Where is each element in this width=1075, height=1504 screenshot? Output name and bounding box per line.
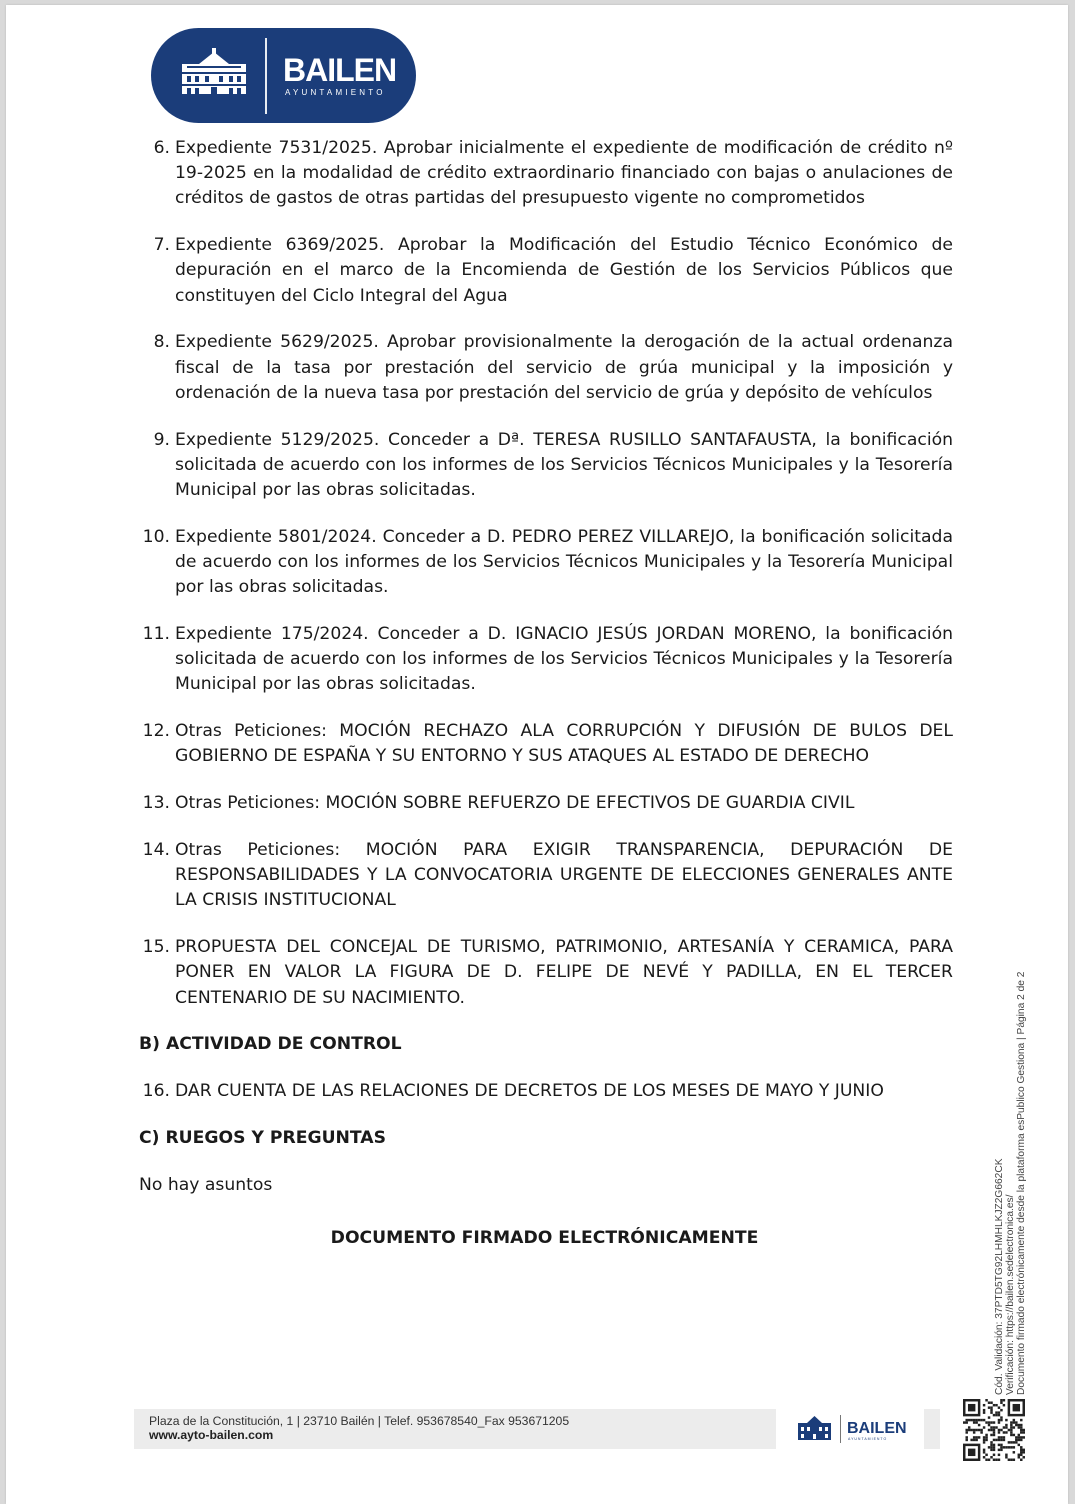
item-text: Otras Peticiones: MOCIÓN RECHAZO ALA CORRUPCIÓN Y DIFUSIÓN DE BULOS DEL GOBIERNO DE ESPAÑA Y SU ENTORNO Y SUS ATAQUES AL ESTADO DE DERECHO — [175, 721, 953, 767]
validation-code: Cód. Validación: 37PTD5TG92LHMHLKJZ2G662CK — [994, 1158, 1005, 1395]
footer-bar — [134, 1409, 776, 1449]
agenda-item — [136, 428, 953, 504]
agenda-item — [136, 1079, 953, 1104]
agenda-item — [136, 525, 953, 601]
verification-url[interactable]: Verificación: https://bailen.sedelectronica.es/ — [1005, 1194, 1017, 1395]
agenda-item — [136, 622, 953, 698]
item-number: 12. — [142, 721, 170, 742]
agenda-item — [136, 136, 953, 212]
item-number: 10. — [142, 526, 170, 547]
agenda-item — [136, 330, 953, 406]
document-body — [136, 136, 953, 1251]
agenda-item — [136, 791, 953, 816]
item-text: Expediente 175/2024. Conceder a D. IGNACIO JESÚS JORDAN MORENO, la bonificación solicitada de acuerdo con los informes de los Servicios Técnicos Municipales y la Tesorería Municipal por las obras solicitadas. — [175, 624, 953, 695]
item-number: 14. — [142, 840, 170, 861]
logo-brand: BAILEN — [283, 52, 397, 88]
section-c-heading: C) RUEGOS Y PREGUNTAS — [139, 1128, 386, 1149]
item-text: Expediente 7531/2025. Aprobar inicialmente el expediente de modificación de crédito nº 19-2025 en la modalidad de crédito extraordinario financiado con bajas o anulaciones de créditos de gastos de otras partidas del presupuesto vigente no comprometidos — [175, 138, 953, 209]
agenda-item — [136, 935, 953, 1011]
item-text: Expediente 6369/2025. Aprobar la Modificación del Estudio Técnico Económico de depuración en el marco de la Encomienda de Gestión de los Servicios Públicos que constituyen del Ciclo Integral del Agua — [175, 235, 953, 306]
item-text: Otras Peticiones: MOCIÓN PARA EXIGIR TRANSPARENCIA, DEPURACIÓN DE RESPONSABILIDADES Y LA CONVOCATORIA URGENTE DE ELECCIONES GENERALES ANTE LA CRISIS INSTITUCIONAL — [175, 840, 953, 911]
agenda-item — [136, 233, 953, 309]
agenda-list — [136, 136, 953, 1011]
signature-platform-note: Documento firmado electrónicamente desde la plataforma esPublico Gestiona | Página 2 de 2 — [1016, 971, 1028, 1395]
item-number: 9. — [153, 429, 170, 450]
item-text: Expediente 5801/2024. Conceder a D. PEDRO PEREZ VILLAREJO, la bonificación solicitada de acuerdo con los informes de los Servicios Técnicos Municipales y la Tesorería Municipal por las obras solicitadas. — [175, 526, 953, 598]
item-text: PROPUESTA DEL CONCEJAL DE TURISMO, PATRIMONIO, ARTESANÍA Y CERAMICA, PARA PONER EN VALOR LA FIGURA DE D. FELIPE DE NEVÉ Y PADILLA, EN EL TERCER CENTENARIO DE SU NACIMIENTO. — [175, 937, 953, 1008]
validation-note — [994, 935, 1028, 1395]
item-text: DAR CUENTA DE LAS RELACIONES DE DECRETOS DE LOS MESES DE MAYO Y JUNIO — [175, 1081, 884, 1102]
logo-divider — [265, 38, 267, 114]
town-hall-icon — [179, 48, 249, 98]
item-number: 15. — [142, 937, 170, 958]
footer-address: Plaza de la Constitución, 1 | 23710 Bailén | Telef. 953678540_Fax 953671205 — [149, 1414, 570, 1428]
item-number: 13. — [142, 793, 170, 814]
section-c-text: No hay asuntos — [139, 1174, 273, 1195]
item-number: 7. — [153, 235, 170, 256]
footer-bailen-logo — [793, 1412, 913, 1446]
item-number: 11. — [142, 624, 170, 645]
bailen-logo — [151, 28, 416, 123]
agenda-item — [136, 838, 953, 914]
footer-logo-subtitle: AYUNTAMIENTO — [848, 1437, 888, 1441]
logo-subtitle: AYUNTAMIENTO — [285, 88, 386, 97]
item-text: Otras Peticiones: MOCIÓN SOBRE REFUERZO DE EFECTIVOS DE GUARDIA CIVIL — [175, 793, 855, 814]
qr-code-icon[interactable] — [963, 1399, 1025, 1461]
footer-website-link[interactable]: www.ayto-bailen.com — [149, 1428, 274, 1442]
footer-accent — [924, 1409, 940, 1449]
item-text: Expediente 5629/2025. Aprobar provisionalmente la derogación de la actual ordenanza fiscal de la tasa por prestación del servicio de grúa municipal y la imposición y ordenación de la nueva tasa por prestación del servicio de grúa y depósito de vehículos — [175, 332, 953, 403]
item-number: 16. — [142, 1081, 170, 1102]
document-page — [6, 5, 1068, 1504]
item-number: 8. — [153, 332, 170, 353]
item-number: 6. — [153, 138, 170, 158]
agenda-item — [136, 719, 953, 769]
signed-label: DOCUMENTO FIRMADO ELECTRÓNICAMENTE — [330, 1228, 759, 1249]
footer-logo-brand: BAILEN — [847, 1420, 907, 1437]
section-b-heading: B) ACTIVIDAD DE CONTROL — [139, 1034, 402, 1055]
item-text: Expediente 5129/2025. Conceder a Dª. TERESA RUSILLO SANTAFAUSTA, la bonificación solicitada de acuerdo con los informes de los Servicios Técnicos Municipales y la Tesorería Municipal por las obras solicitadas. — [175, 429, 953, 501]
